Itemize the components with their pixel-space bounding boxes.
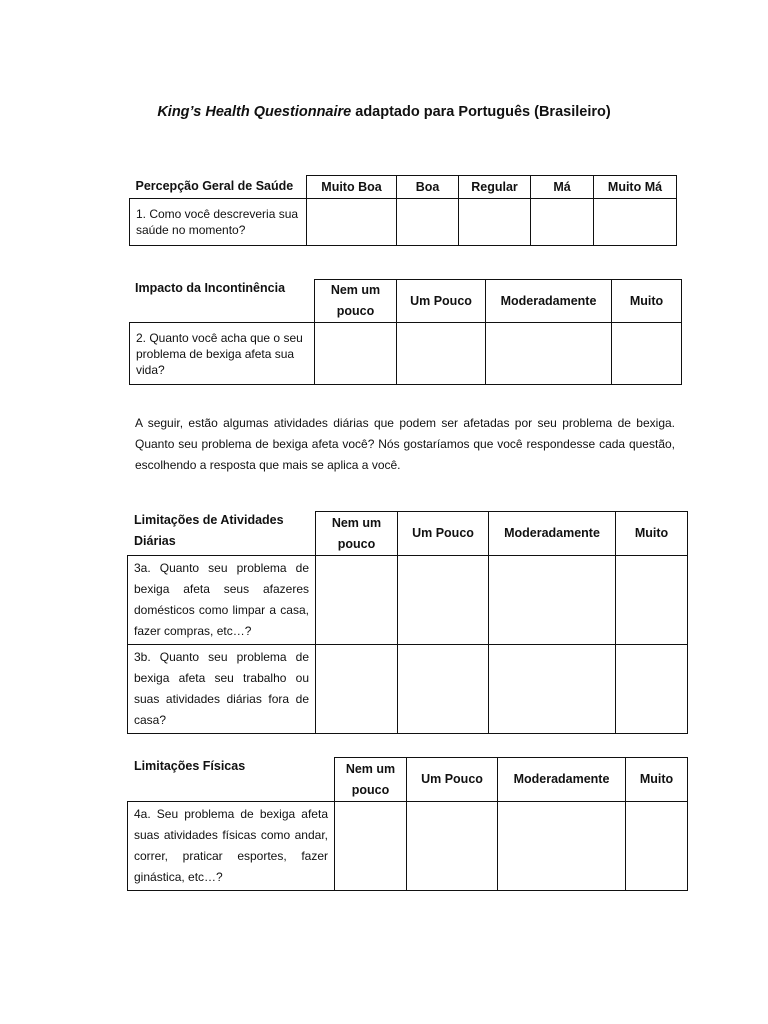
answer-cell[interactable] [489, 556, 616, 645]
table-fisicas [127, 757, 688, 891]
answer-cell[interactable] [316, 645, 398, 734]
answer-cell[interactable] [316, 556, 398, 645]
section-label-atividades: Limitações de Atividades Diárias [134, 513, 284, 548]
header-spacer [130, 280, 315, 323]
answer-cell[interactable] [397, 199, 459, 246]
answer-cell[interactable] [315, 323, 397, 385]
option-header: Moderadamente [498, 758, 626, 802]
title-italic: King’s Health Questionnaire [157, 104, 352, 120]
table-percepcao-geral [129, 175, 677, 246]
option-header: Muito Má [594, 176, 677, 199]
page-title [0, 104, 768, 120]
answer-cell[interactable] [398, 645, 489, 734]
option-header: Um Pouco [407, 758, 498, 802]
option-header: Boa [397, 176, 459, 199]
answer-cell[interactable] [398, 556, 489, 645]
option-header: Muito [612, 280, 682, 323]
section-label-fisicas: Limitações Físicas [134, 759, 246, 773]
option-header: Muito [626, 758, 688, 802]
answer-cell[interactable] [531, 199, 594, 246]
table-impacto [129, 279, 682, 385]
option-header: Um Pouco [397, 280, 486, 323]
question-2: 2. Quanto você acha que o seu problema de bexiga afeta sua vida? [130, 323, 315, 385]
section-label-impacto: Impacto da Incontinência [135, 281, 286, 295]
answer-cell[interactable] [307, 199, 397, 246]
question-4a: 4a. Seu problema de bexiga afeta suas atividades físicas como andar, correr, praticar esportes, fazer ginástica, etc…? [128, 802, 335, 891]
option-header: Nem um pouco [315, 280, 397, 323]
option-header: Moderadamente [486, 280, 612, 323]
answer-cell[interactable] [407, 802, 498, 891]
table-atividades [127, 511, 688, 734]
header-spacer [128, 512, 316, 556]
option-header: Má [531, 176, 594, 199]
option-header: Regular [459, 176, 531, 199]
answer-cell[interactable] [335, 802, 407, 891]
option-header: Nem um pouco [335, 758, 407, 802]
section-label-percepcao: Percepção Geral de Saúde [130, 176, 307, 199]
option-header: Muito [616, 512, 688, 556]
answer-cell[interactable] [498, 802, 626, 891]
option-header: Muito Boa [307, 176, 397, 199]
answer-cell[interactable] [486, 323, 612, 385]
header-spacer [128, 758, 335, 802]
title-rest: adaptado para Português (Brasileiro) [351, 104, 611, 120]
answer-cell[interactable] [594, 199, 677, 246]
intro-paragraph: A seguir, estão algumas atividades diárias que podem ser afetadas por seu problema de bexiga. Quanto seu problema de bexiga afeta você? Nós gostaríamos que você respondesse cada questão, escolhendo a resposta que mais se aplica a você. [135, 416, 675, 472]
question-3a: 3a. Quanto seu problema de bexiga afeta seus afazeres domésticos como limpar a casa, fazer compras, etc…? [128, 556, 316, 645]
question-3b: 3b. Quanto seu problema de bexiga afeta seu trabalho ou suas atividades diárias fora de casa? [128, 645, 316, 734]
option-header: Nem um pouco [316, 512, 398, 556]
answer-cell[interactable] [616, 645, 688, 734]
answer-cell[interactable] [489, 645, 616, 734]
answer-cell[interactable] [459, 199, 531, 246]
option-header: Moderadamente [489, 512, 616, 556]
answer-cell[interactable] [612, 323, 682, 385]
option-header: Um Pouco [398, 512, 489, 556]
answer-cell[interactable] [616, 556, 688, 645]
answer-cell[interactable] [397, 323, 486, 385]
question-1: 1. Como você descreveria sua saúde no momento? [130, 199, 307, 246]
answer-cell[interactable] [626, 802, 688, 891]
